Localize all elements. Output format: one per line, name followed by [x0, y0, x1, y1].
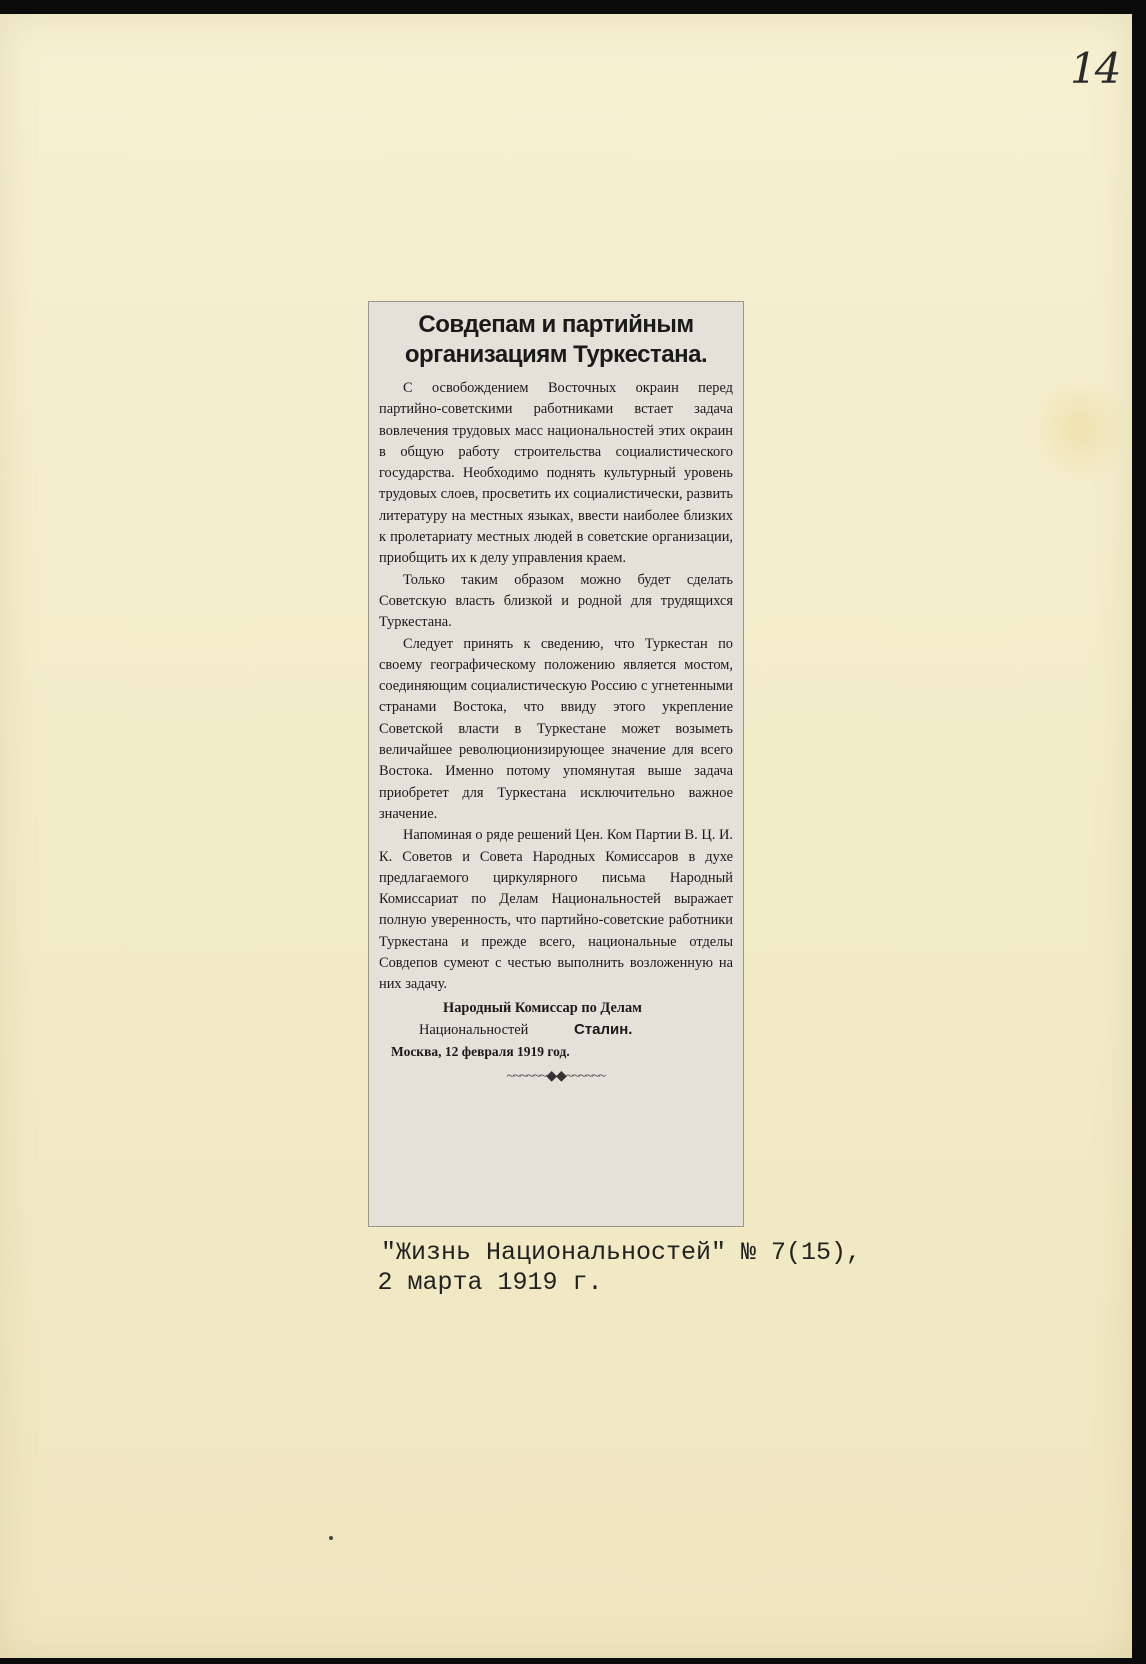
signature-name: Сталин. — [573, 1020, 633, 1038]
place-date: Москва, 12 февраля 1919 год. — [391, 1043, 570, 1059]
clipping-body — [379, 378, 733, 996]
source-caption-line2: 2 марта 1919 г. — [377, 1268, 603, 1297]
signature-block — [379, 998, 733, 1062]
signature-title-2: Национальностей — [419, 1021, 529, 1038]
signature-title-cont — [379, 1019, 733, 1041]
archive-sheet — [0, 14, 1132, 1658]
source-caption-line1: "Жизнь Национальностей" № 7(15), — [380, 1238, 862, 1267]
signature-title: Народный Комиссар по Делам — [443, 999, 642, 1016]
newspaper-clipping — [368, 301, 744, 1227]
paper-stain — [1030, 374, 1130, 484]
clipping-title: Совдепам и партийным организациям Туркестана. — [404, 311, 708, 368]
ornament-divider: ~~~~~~◆◆~~~~~~ — [506, 1068, 606, 1084]
clipping-paragraph: С освобождением Восточных окраин перед партийно-советскими работниками встает задача вовлечения трудовых масс национальностей этих окраин в общую работу строительства социалистического государства. Необходимо поднять культурный уровень трудовых слоев, просветить их социалистически, развить литературу на местных языках, ввести наиболее близких к пролетариату местных людей в советские организации, приобщить их к делу управления краем. — [379, 380, 733, 567]
clipping-paragraph: Следует принять к сведению, что Туркестан по своему географическому положению является мостом, соединяющим социалистическую Россию с угнетенными странами Востока, что ввиду этого укрепление Советской власти в Туркестане может возыметь величайшее революционизирующее значение для всего Востока. Именно потому упомянутая выше задача приобретет для Туркестана исключительно важное значение. — [379, 635, 733, 822]
clipping-paragraph: Только таким образом можно будет сделать Советскую власть близкой и родной для трудящихся Туркестана. — [379, 571, 733, 631]
dust-speck — [329, 1536, 333, 1540]
page-number: 14 — [1070, 44, 1120, 93]
clipping-paragraph: Напоминая о ряде решений Цен. Ком Партии В. Ц. И. К. Советов и Совета Народных Комиссаров в духе предлагаемого циркулярного письма Народный Комиссариат по Делам Национальностей выражает полную уверенность, что партийно-советские работники Туркестана и прежде всего, национальные отделы Совдепов сумеют с честью выполнить возложенную на них задачу. — [379, 827, 733, 993]
